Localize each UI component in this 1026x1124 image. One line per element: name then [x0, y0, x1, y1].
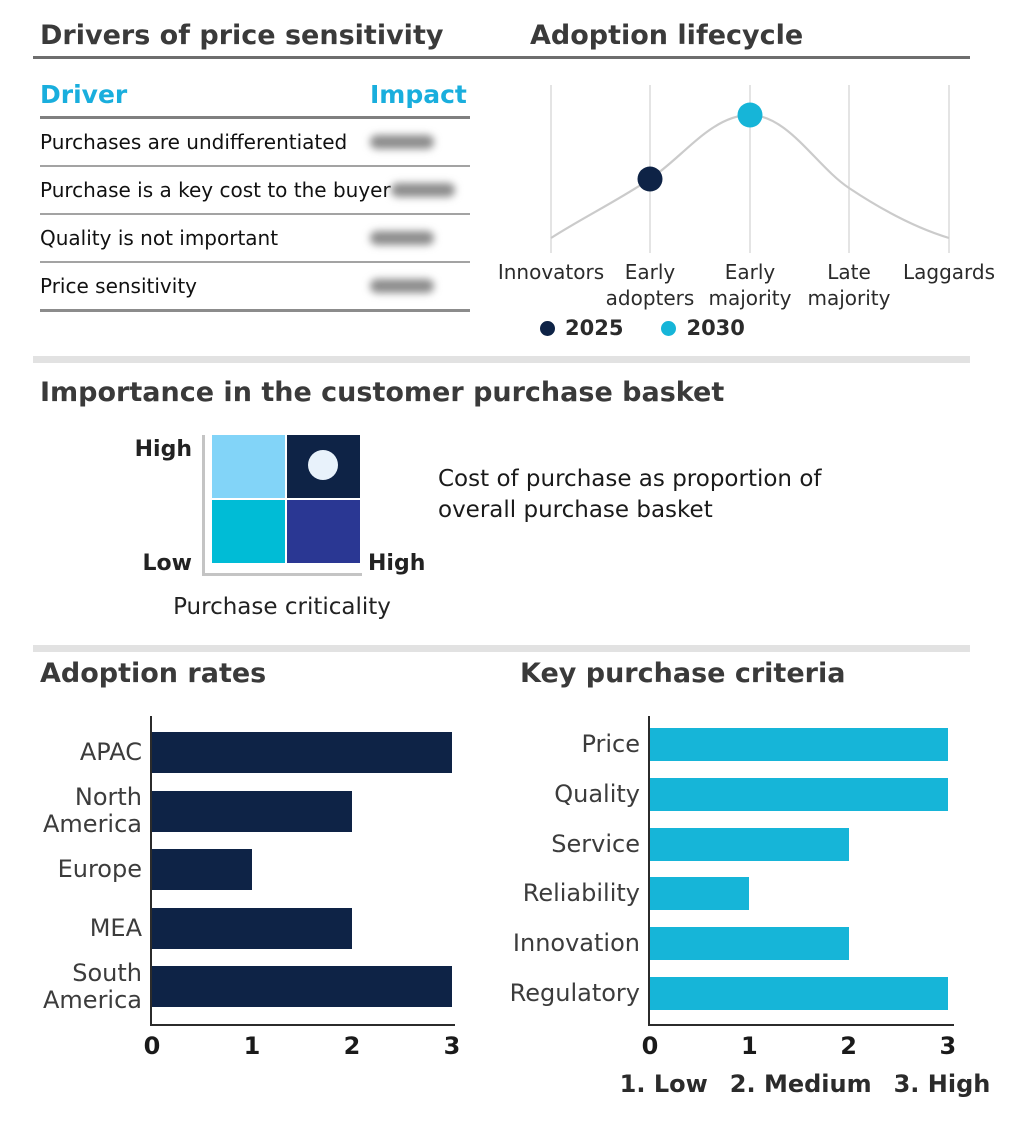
matrix-x-high-label: High — [368, 551, 426, 576]
lifecycle-category-axis — [497, 259, 1000, 315]
marker-2025-dot — [638, 167, 663, 192]
criteria-x-tick: 0 — [641, 1032, 659, 1060]
criteria-title: Key purchase criteria — [520, 658, 846, 689]
matrix-x-axis-line — [202, 573, 362, 576]
legend-item-2030 — [661, 316, 744, 340]
basket-annotation-line2: overall purchase basket — [438, 497, 713, 523]
driver-name: Quality is not important — [40, 226, 279, 250]
quadrant-bottom-left — [212, 500, 285, 563]
top-title-rule — [33, 56, 970, 59]
criteria-category-label: Service — [551, 829, 640, 858]
adoption-x-tick: 3 — [443, 1032, 461, 1060]
legend-dot — [661, 321, 676, 336]
scale-note-item: 2. Medium — [729, 1070, 872, 1098]
quadrant-bottom-right — [287, 500, 360, 563]
criteria-bar — [650, 977, 948, 1010]
matrix-y-high-label: High — [134, 437, 192, 462]
criteria-category-label: Quality — [554, 779, 640, 808]
section-divider-bottom — [33, 645, 970, 652]
criteria-scale-note — [619, 1070, 991, 1098]
section-divider-top — [33, 356, 970, 363]
impact-value-redacted — [391, 183, 470, 197]
adoption-x-tick: 1 — [243, 1032, 261, 1060]
driver-row — [40, 119, 470, 167]
criteria-x-tick: 1 — [740, 1032, 758, 1060]
criteria-category-label: Innovation — [512, 929, 640, 958]
criteria-bar — [650, 877, 749, 910]
lifecycle-category-label: Laggards — [902, 260, 996, 284]
driver-column-header: Driver — [40, 79, 128, 109]
impact-value-redacted — [370, 231, 470, 245]
adoption-x-tick: 2 — [343, 1032, 361, 1060]
redacted-impact-blob — [391, 183, 455, 197]
impact-column-header: Impact — [370, 79, 467, 109]
basket-annotation — [438, 464, 822, 526]
lifecycle-category-label: Late majority — [807, 260, 891, 310]
legend-label: 2030 — [686, 316, 745, 340]
adoption-bar — [152, 791, 352, 832]
adoption-category-label: South America — [43, 958, 142, 1014]
lifecycle-category-label: Early majority — [708, 260, 792, 310]
matrix-x-axis-title: Purchase criticality — [173, 594, 391, 620]
driver-name: Purchases are undifferentiated — [40, 130, 348, 154]
criteria-bar — [650, 778, 948, 811]
impact-value-redacted — [370, 135, 470, 149]
adoption-category-label: MEA — [89, 913, 142, 942]
adoption-bar — [152, 732, 452, 773]
lifecycle-legend — [540, 316, 745, 340]
quadrant-top-left — [212, 435, 285, 498]
adoption-category-label: Europe — [57, 855, 142, 884]
driver-name: Price sensitivity — [40, 274, 197, 298]
redacted-impact-blob — [370, 231, 434, 245]
lifecycle-category-label: Innovators — [497, 260, 605, 284]
driver-row — [40, 215, 470, 263]
drivers-table-body — [40, 119, 470, 312]
lifecycle-category-label: Early adopters — [605, 260, 695, 310]
driver-row — [40, 167, 470, 215]
drivers-table — [40, 72, 470, 312]
criteria-x-axis-line — [648, 1024, 954, 1026]
scale-note-item: 3. High — [893, 1070, 991, 1098]
scale-note-item: 1. Low — [619, 1070, 708, 1098]
drivers-panel-title: Drivers of price sensitivity — [40, 20, 444, 51]
adoption-bar — [152, 849, 252, 890]
legend-dot — [540, 321, 555, 336]
purchase-basket-matrix — [212, 435, 360, 563]
drivers-table-header — [40, 72, 470, 119]
criteria-category-label: Price — [581, 730, 640, 758]
adoption-rates-title: Adoption rates — [40, 658, 267, 689]
matrix-y-axis-line — [202, 435, 205, 576]
redacted-impact-blob — [370, 279, 434, 293]
marker-2030-dot — [738, 103, 763, 128]
matrix-y-low-label: Low — [142, 551, 192, 576]
adoption-category-label: APAC — [79, 738, 142, 766]
basket-annotation-line1: Cost of purchase as proportion of — [438, 466, 822, 492]
criteria-x-tick: 3 — [939, 1032, 957, 1060]
legend-label: 2025 — [565, 316, 624, 340]
driver-row — [40, 263, 470, 312]
criteria-bar — [650, 728, 948, 761]
lifecycle-panel-title: Adoption lifecycle — [530, 20, 804, 51]
adoption-x-axis-line — [150, 1024, 455, 1026]
criteria-x-tick: 2 — [840, 1032, 857, 1060]
lifecycle-chart — [500, 70, 1000, 265]
criteria-category-label: Regulatory — [509, 979, 640, 1007]
legend-item-2025 — [540, 316, 623, 340]
adoption-x-tick: 0 — [143, 1032, 161, 1060]
criteria-bar — [650, 927, 849, 960]
impact-value-redacted — [370, 279, 470, 293]
redacted-impact-blob — [370, 135, 434, 149]
adoption-bar — [152, 966, 452, 1007]
criteria-bar — [650, 828, 849, 861]
adoption-bar — [152, 908, 352, 949]
adoption-category-label: North America — [43, 783, 142, 839]
basket-panel-title: Importance in the customer purchase basket — [40, 377, 725, 408]
driver-name: Purchase is a key cost to the buyer — [40, 178, 391, 202]
matrix-position-dot — [308, 450, 338, 480]
criteria-category-label: Reliability — [522, 879, 640, 908]
